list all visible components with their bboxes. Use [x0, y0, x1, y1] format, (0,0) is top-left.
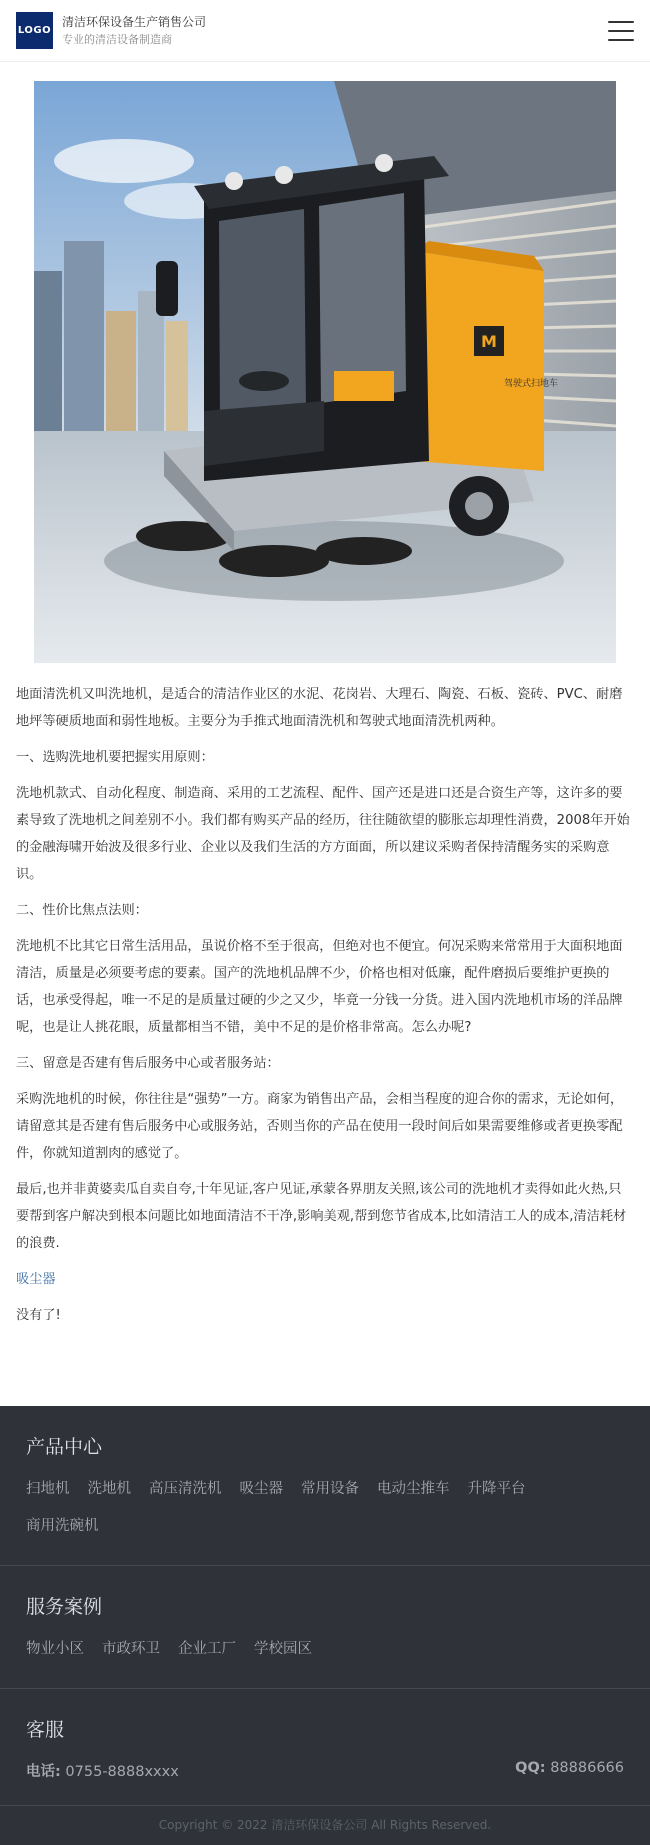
company-name: 清洁环保设备生产销售公司 [62, 14, 207, 29]
footer-products-links [26, 1477, 624, 1551]
footer-product-link[interactable]: 高压清洗机 [149, 1481, 222, 1497]
footer-cases-title: 服务案例 [26, 1596, 103, 1618]
article-paragraph-5: 最后,也并非黄婆卖瓜自卖自夸,十年见证,客户见证,承蒙各界朋友关照,该公司的洗地机才卖得如此火热,只要帮到客户解决到根本问题比如地面清洁不干净,影响美观,帮到您节省成本,比如清洁工人的成本,清洁耗材的浪费. [16, 1182, 627, 1251]
footer-product-link[interactable]: 常用设备 [301, 1481, 359, 1497]
article-heading-1: 一、选购洗地机要把握实用原则： [16, 750, 214, 765]
qq-label: QQ: [515, 1760, 546, 1776]
qq-number[interactable]: 88886666 [550, 1760, 624, 1776]
tag-link[interactable]: 吸尘器 [16, 1272, 56, 1287]
site-header [0, 0, 650, 62]
article-ending: 没有了! [16, 1308, 61, 1323]
footer-case-link[interactable]: 学校园区 [254, 1641, 312, 1657]
brand [62, 14, 206, 48]
hero-section [0, 62, 650, 663]
svg-text:M: M [481, 332, 497, 351]
footer-service [0, 1689, 650, 1806]
footer-product-link[interactable]: 扫地机 [26, 1481, 70, 1497]
footer-case-link[interactable]: 企业工厂 [178, 1641, 236, 1657]
article-paragraph-2: 洗地机款式、自动化程度、制造商、采用的工艺流程、配件、国产还是进口还是合资生产等，这许多的要素导致了洗地机之间差别不小。我们都有购买产品的经历，往往随欲望的膨胀忘却理性消费，2008年开始的金融海啸开始波及很多行业、企业以及我们生活的方方面面，所以建议采购者保持清醒务实的采购意识。 [16, 786, 630, 882]
article-paragraph-1: 地面清洗机又叫洗地机，是适合的清洁作业区的水泥、花岗岩、大理石、陶瓷、石板、瓷砖、PVC、耐磨地坪等硬质地面和弱性地板。主要分为手推式地面清洗机和驾驶式地面清洗机两种。 [16, 687, 623, 729]
footer-cases-links [26, 1637, 624, 1674]
qq-info [515, 1760, 624, 1781]
company-slogan: 专业的清洁设备制造商 [62, 32, 172, 46]
phone-number[interactable]: 0755-8888xxxx [65, 1764, 179, 1780]
logo[interactable]: LOGO [16, 12, 53, 49]
footer-products-title: 产品中心 [26, 1436, 103, 1458]
article-paragraph-3: 洗地机不比其它日常生活用品，虽说价格不至于很高，但绝对也不便宜。何况采购来常常用于大面积地面清洁，质量是必须要考虑的要素。国产的洗地机品牌不少，价格也相对低廉，配件磨损后要维护更换的话，也承受得起，唯一不足的是质量过硬的少之又少，毕竟一分钱一分货。进入国内洗地机市场的洋品牌呢，也是让人挑花眼，质量都相当不错，美中不足的是价格非常高。怎么办呢? [16, 939, 623, 1035]
footer-products [0, 1406, 650, 1566]
sweeper-vehicle-image [34, 81, 616, 663]
footer-product-link[interactable]: 电动尘推车 [377, 1481, 450, 1497]
footer-product-link[interactable]: 升降平台 [467, 1481, 526, 1497]
hamburger-menu-icon[interactable] [608, 21, 634, 41]
footer-case-link[interactable]: 市政环卫 [102, 1641, 160, 1657]
phone-label: 电话: [26, 1764, 61, 1780]
footer-product-link[interactable]: 商用洗碗机 [26, 1518, 99, 1534]
footer-cases [0, 1566, 650, 1689]
vehicle-badge-text: 驾驶式扫地车 [504, 379, 559, 389]
footer-case-link[interactable]: 物业小区 [26, 1641, 84, 1657]
site-footer [0, 1406, 650, 1845]
article-body [0, 663, 650, 1356]
footer-product-link[interactable]: 吸尘器 [239, 1481, 283, 1497]
footer-service-title: 客服 [26, 1719, 65, 1741]
article-heading-3: 三、留意是否建有售后服务中心或者服务站： [16, 1056, 280, 1071]
copyright: Copyright © 2022 清洁环保设备公司 All Rights Reserved. [158, 1818, 492, 1832]
phone-info [26, 1760, 179, 1781]
article-heading-2: 二、性价比焦点法则： [16, 903, 148, 918]
footer-product-link[interactable]: 洗地机 [87, 1481, 131, 1497]
article-paragraph-4: 采购洗地机的时候，你往往是“强势”一方。商家为销售出产品，会相当程度的迎合你的需求，无论如何，请留意其是否建有售后服务中心或服务站，否则当你的产品在使用一段时间后如果需要维修或者更换零配件，你就知道割肉的感觉了。 [16, 1092, 624, 1161]
contact-row [26, 1760, 624, 1791]
